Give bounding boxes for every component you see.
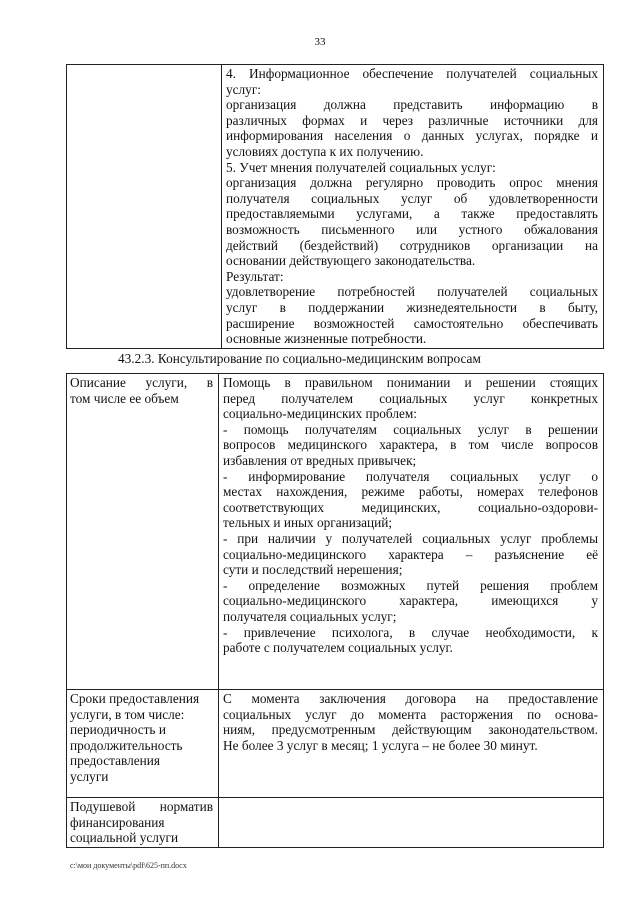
text-line: Описание услуги, в: [70, 375, 213, 390]
text-line: Сроки предоставления: [70, 691, 200, 706]
row-content-description: [219, 374, 604, 690]
text-line: удовлетворение потребностей получателей социальных: [226, 284, 598, 300]
text-line: - помощь получателям социальных услуг в решении: [223, 421, 598, 437]
section-title: 43.2.3. Консультирование по социально-медицинским вопросам: [118, 351, 481, 366]
row-content-financing: [219, 798, 604, 848]
row-label-financing: [67, 798, 219, 848]
continuation-table: [66, 64, 604, 349]
text-line: предоставляемыми услугами, а также предоставлять: [226, 206, 598, 222]
text-line: тельных и иных организаций;: [223, 515, 393, 531]
text-line: - при наличии у получателей социальных услуг проблемы: [223, 530, 598, 546]
text-line: местах нахождения, режиме работы, номерах телефонов: [223, 484, 598, 500]
continuation-text: [226, 66, 598, 347]
text-line: социально-медицинского характера – разъяснение её: [223, 546, 598, 562]
text-line: перед получателем социальных услуг конкретных: [223, 390, 598, 406]
text-line: ниям, предусмотренным действующим законодательством.: [223, 722, 598, 738]
text-line: Результат:: [226, 268, 284, 284]
table-row: [67, 65, 604, 349]
text-line: Подушевой норматив: [70, 799, 213, 814]
page-number: 33: [314, 36, 326, 48]
text-line: услуг в поддержании жизнедеятельности в быту,: [226, 299, 598, 315]
text-line: предоставления: [70, 753, 161, 769]
row-content-terms: [219, 690, 604, 798]
text-line: - привлечение психолога, в случае необходимости, к: [223, 624, 598, 640]
text-line: социальной услуги: [70, 830, 179, 846]
text-line: - информирование получателя социальных услуг о: [223, 468, 598, 484]
text-line: соответствующих медицинских, социально-оздорови-: [223, 499, 598, 515]
file-path-footer: c:\мои документы\pdf\625-пп.docx: [70, 861, 187, 870]
text-line: том числе ее объем: [70, 390, 179, 406]
text-line: основании действующего законодательства.: [226, 253, 476, 269]
text-line: организация должна представить информацию в: [226, 97, 598, 113]
text-line: услуг:: [226, 81, 261, 97]
text-line: Помощь в правильном понимании и решении стоящих: [223, 375, 598, 390]
text-line: основные жизненные потребности.: [226, 331, 427, 347]
text-line: финансирования: [70, 814, 165, 830]
text-line: С момента заключения договора на предоставление: [223, 691, 598, 706]
text-line: социально-медицинских проблем:: [223, 406, 418, 422]
table-row: [67, 374, 604, 690]
text-line: получателя социальных услуг;: [223, 608, 397, 624]
text-line: получателя социальных услуг об удовлетворенности: [226, 190, 598, 206]
text-line: вопросов медицинского характера, в том числе вопросов: [223, 437, 598, 453]
text-line: 5. Учет мнения получателей социальных услуг:: [226, 159, 496, 175]
text-line: сути и последствий нерешения;: [223, 562, 403, 578]
table-cell-label: [67, 65, 222, 349]
text-line: информирования населения о данных услугах, порядке и: [226, 128, 598, 144]
text-line: социальных услуг до момента расторжения по основа-: [223, 706, 598, 722]
text-line: расширение возможностей самостоятельно обеспечивать: [226, 315, 598, 331]
table-cell-content: [222, 65, 604, 349]
text-line: избавления от вредных привычек;: [223, 452, 417, 468]
text-line: услуги: [70, 768, 109, 784]
table-row: [67, 690, 604, 798]
row-label-terms: [67, 690, 219, 798]
text-line: 4. Информационное обеспечение получателей социальных: [226, 66, 598, 81]
text-line: различных формах и через различные источники для: [226, 112, 598, 128]
text-line: организация должна регулярно проводить опрос мнения: [226, 175, 598, 191]
text-line: услуги, в том числе:: [70, 706, 185, 722]
text-line: действий (бездействий) сотрудников организации на: [226, 237, 598, 253]
text-line: социально-медицинского характера, имеющихся у: [223, 593, 598, 609]
text-line: возможность письменного или устного обжалования: [226, 221, 598, 237]
text-line: Не более 3 услуг в месяц; 1 услуга – не более 30 минут.: [223, 737, 538, 753]
text-line: продолжительность: [70, 737, 183, 753]
text-line: периодичность и: [70, 722, 166, 738]
text-line: - определение возможных путей решения проблем: [223, 577, 598, 593]
text-line: работе с получателем социальных услуг.: [223, 640, 453, 656]
table-row: [67, 798, 604, 848]
text-line: условиях доступа к их получению.: [226, 143, 424, 159]
service-table: [66, 373, 604, 848]
row-label-description: [67, 374, 219, 690]
